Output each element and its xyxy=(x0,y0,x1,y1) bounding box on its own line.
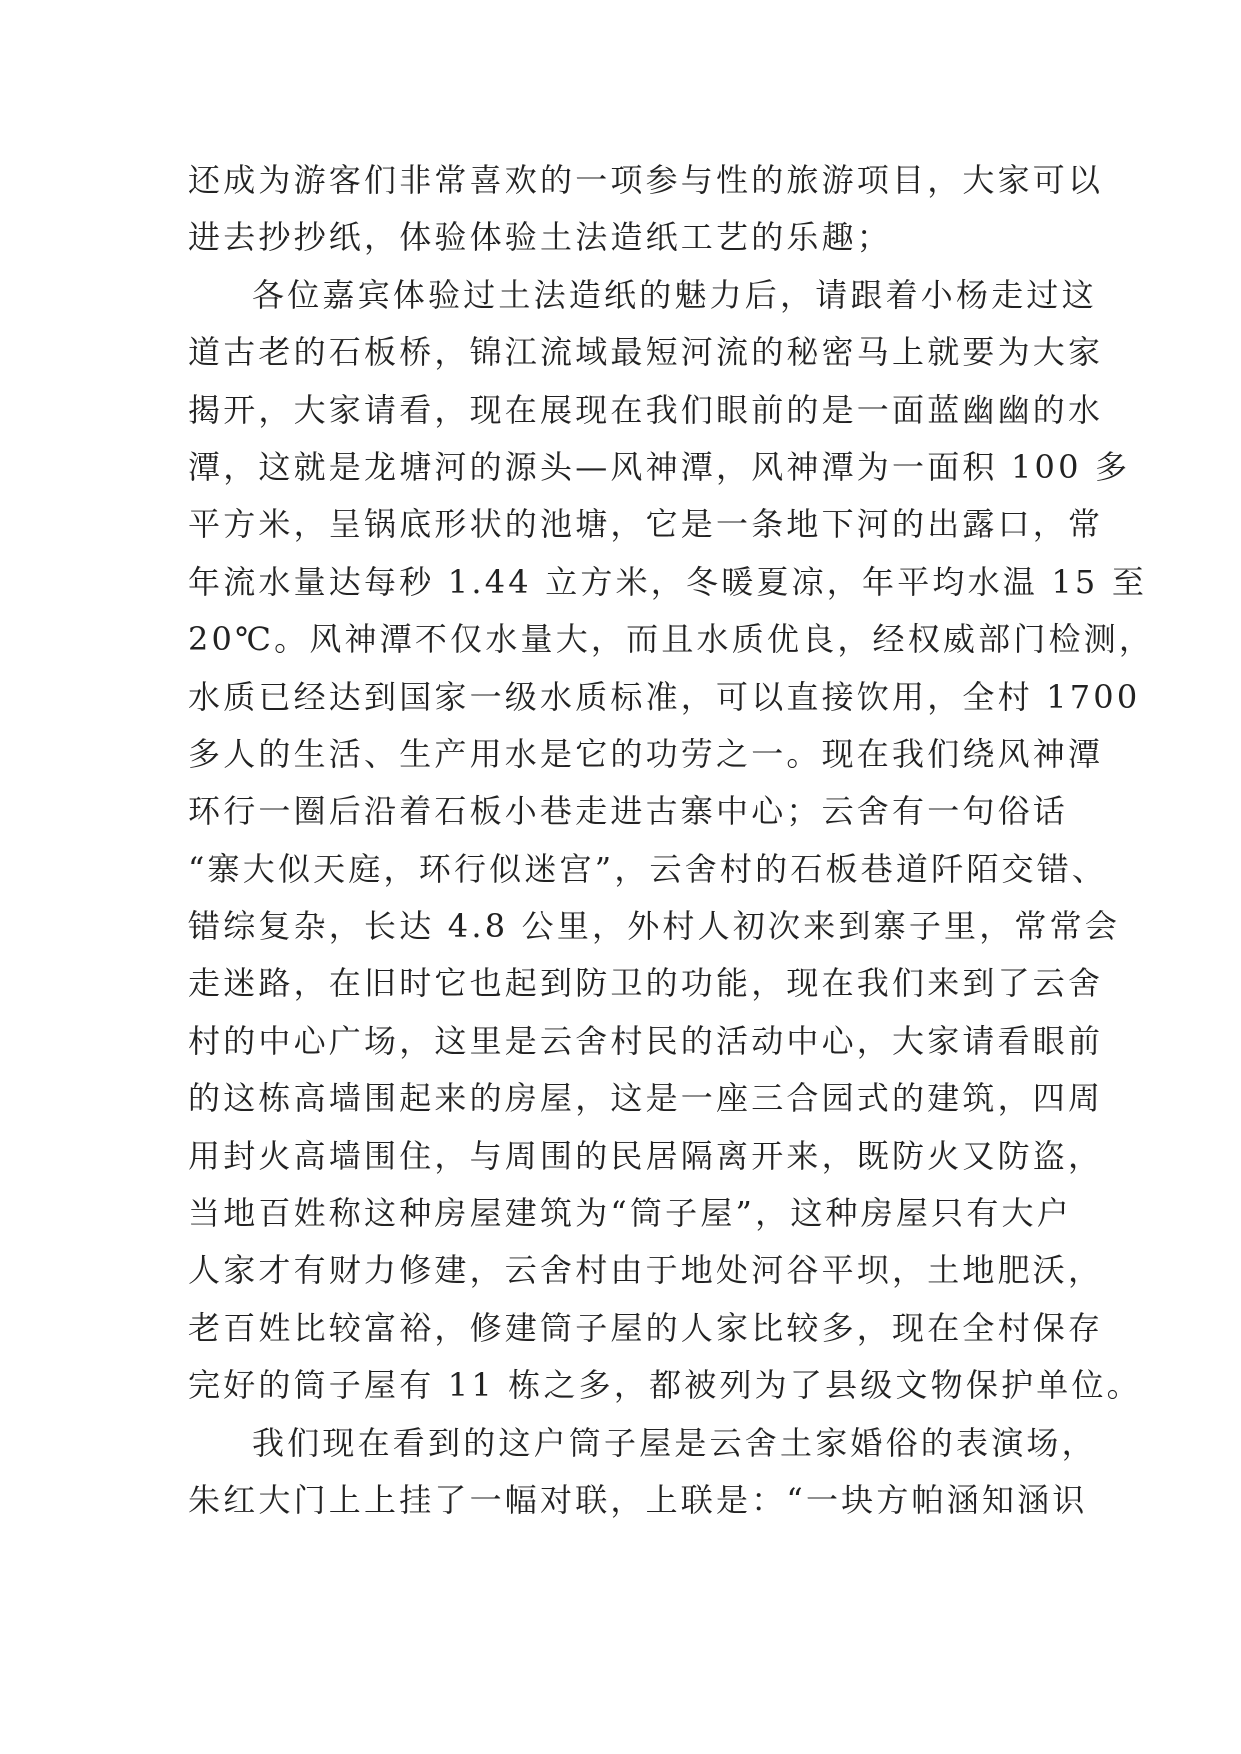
text-line: 朱红大门上上挂了一幅对联，上联是：“一块方帕涵知涵识 xyxy=(188,1480,1088,1519)
text-line: 道古老的石板桥，锦江流域最短河流的秘密马上就要为大家 xyxy=(188,333,1104,372)
text-line: 人家才有财力修建，云舍村由于地处河谷平坝，土地肥沃， xyxy=(188,1251,1104,1290)
text-line: 用封火高墙围住，与周围的民居隔离开来，既防火又防盗， xyxy=(188,1136,1104,1175)
text-line: 平方米，呈锅底形状的池塘，它是一条地下河的出露口，常 xyxy=(188,505,1104,544)
body-text xyxy=(188,152,1155,1529)
text-line: “寨大似天庭，环行似迷宫”，云舍村的石板巷道阡陌交错、 xyxy=(188,849,1108,888)
text-line: 老百姓比较富裕，修建筒子屋的人家比较多，现在全村保存 xyxy=(188,1308,1104,1347)
paragraph-start-line: 我们现在看到的这户筒子屋是云舍土家婚俗的表演场， xyxy=(252,1423,1097,1462)
text-line: 进去抄抄纸，体验体验土法造纸工艺的乐趣； xyxy=(188,218,893,257)
paragraph-start-line: 各位嘉宾体验过土法造纸的魅力后，请跟着小杨走过这 xyxy=(252,275,1097,314)
text-line: 年流水量达每秒 1.44 立方米，冬暖夏凉，年平均水温 15 至 xyxy=(188,562,1148,601)
text-line: 当地百姓称这种房屋建筑为“筒子屋”，这种房屋只有大户 xyxy=(188,1194,1072,1233)
text-line: 20℃。风神潭不仅水量大，而且水质优良，经权威部门检测， xyxy=(188,620,1155,659)
text-line: 的这栋高墙围起来的房屋，这是一座三合园式的建筑，四周 xyxy=(188,1079,1104,1118)
text-line: 环行一圈后沿着石板小巷走进古寨中心；云舍有一句俗话 xyxy=(188,792,1069,831)
text-line: 错综复杂，长达 4.8 公里，外村人初次来到寨子里，常常会 xyxy=(188,907,1121,946)
text-line: 还成为游客们非常喜欢的一项参与性的旅游项目，大家可以 xyxy=(188,161,1104,199)
text-line: 完好的筒子屋有 11 栋之多，都被列为了县级文物保护单位。 xyxy=(188,1366,1142,1405)
text-line: 揭开，大家请看，现在展现在我们眼前的是一面蓝幽幽的水 xyxy=(188,390,1104,429)
text-line: 潭，这就是龙塘河的源头—风神潭，风神潭为一面积 100 多 xyxy=(188,447,1131,486)
text-line: 村的中心广场，这里是云舍村民的活动中心，大家请看眼前 xyxy=(188,1021,1104,1060)
text-line: 多人的生活、生产用水是它的功劳之一。现在我们绕风神潭 xyxy=(188,734,1104,773)
text-line: 水质已经达到国家一级水质标准，可以直接饮用，全村 1700 xyxy=(188,677,1141,716)
text-line: 走迷路，在旧时它也起到防卫的功能，现在我们来到了云舍 xyxy=(188,964,1104,1003)
